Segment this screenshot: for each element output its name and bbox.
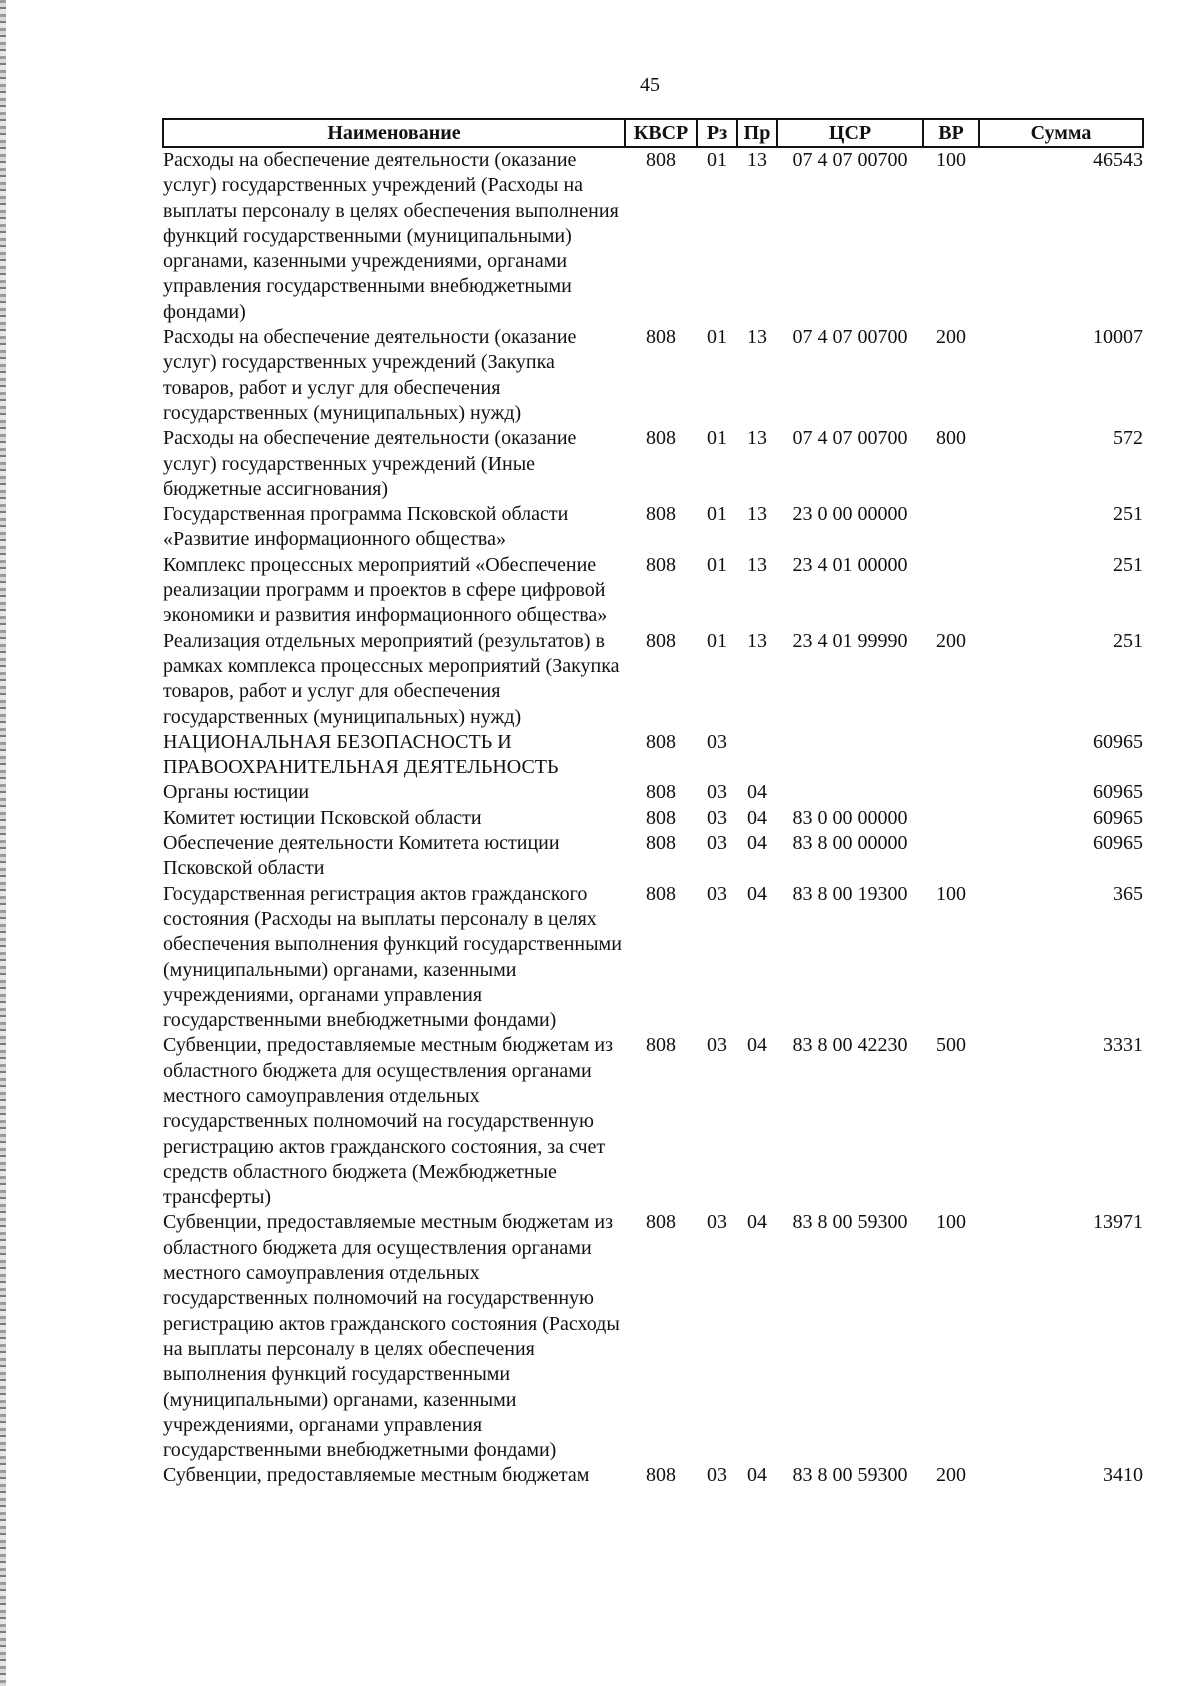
row-pr: 04 (747, 781, 767, 804)
row-rz: 03 (707, 882, 727, 905)
table-body (163, 147, 1143, 1489)
row-sum: 251 (1113, 503, 1143, 526)
row-name: Субвенции, предоставляемые местным бюджетам (163, 1464, 590, 1487)
row-sum: 251 (1113, 553, 1143, 576)
row-vr: 100 (936, 882, 966, 905)
row-sum: 13971 (1093, 1211, 1143, 1234)
row-sum: 251 (1113, 629, 1143, 652)
header-row (163, 119, 1143, 147)
header-sum: Сумма (979, 119, 1143, 147)
header-vr: ВР (923, 119, 979, 147)
row-name: Расходы на обеспечение деятельности (оказание услуг) государственных учреждений (Расходы на выплаты персоналу в целях обеспечения выполнения функций государственными (муниципальными) органами, казенными учреждениями, органами управления государственными внебюджетными фондами) (163, 149, 619, 323)
table-row (163, 553, 1143, 629)
row-vr: 100 (936, 149, 966, 171)
row-kvsr: 808 (646, 882, 676, 905)
table-row (163, 780, 1143, 805)
row-rz: 01 (707, 503, 727, 526)
row-vr: 800 (936, 427, 966, 450)
row-name: Расходы на обеспечение деятельности (оказание услуг) государственных учреждений (Иные бюджетные ассигнования) (163, 427, 577, 500)
row-name: Органы юстиции (163, 781, 310, 804)
row-rz: 03 (707, 1034, 727, 1057)
row-pr: 13 (747, 503, 767, 526)
row-csr: 83 8 00 19300 (792, 882, 908, 905)
row-kvsr: 808 (646, 781, 676, 804)
row-name: Обеспечение деятельности Комитета юстиции Псковской области (163, 832, 560, 880)
row-vr (923, 831, 979, 882)
row-pr: 04 (747, 832, 767, 855)
row-sum: 46543 (1093, 149, 1143, 171)
row-kvsr: 808 (646, 629, 676, 652)
row-csr: 83 0 00 00000 (792, 806, 908, 829)
row-vr (923, 730, 979, 781)
row-rz: 01 (707, 629, 727, 652)
row-kvsr: 808 (646, 1464, 676, 1487)
row-rz: 01 (707, 427, 727, 450)
row-name: Государственная регистрация актов гражданского состояния (Расходы на выплаты персоналу в целях обеспечения выполнения функций государственными (муниципальными) органами, казенными учреждениями, органами управления государственными внебюджетными фондами) (163, 882, 622, 1032)
header-kvsr: КВСР (625, 119, 697, 147)
row-pr: 04 (747, 1211, 767, 1234)
page-number: 45 (640, 74, 660, 96)
row-kvsr: 808 (646, 326, 676, 349)
row-pr: 04 (747, 806, 767, 829)
row-vr (923, 806, 979, 831)
row-kvsr: 808 (646, 553, 676, 576)
table-row (163, 1033, 1143, 1210)
row-kvsr: 808 (646, 806, 676, 829)
row-rz: 03 (707, 781, 727, 804)
table-row (163, 1463, 1143, 1488)
row-csr (777, 730, 923, 781)
row-pr: 13 (747, 326, 767, 349)
row-csr: 07 4 07 00700 (792, 149, 908, 171)
row-csr: 83 8 00 42230 (792, 1034, 908, 1057)
row-kvsr: 808 (646, 427, 676, 450)
row-name: Реализация отдельных мероприятий (результатов) в рамках комплекса процессных мероприятий (Закупка товаров, работ и услуг для обеспечения государственных (муниципальных) нужд) (163, 629, 620, 728)
row-rz: 03 (707, 832, 727, 855)
row-kvsr: 808 (646, 149, 676, 171)
table-row (163, 426, 1143, 502)
row-csr: 83 8 00 59300 (792, 1464, 908, 1487)
row-vr: 500 (936, 1034, 966, 1057)
row-rz: 01 (707, 553, 727, 576)
row-csr: 07 4 07 00700 (792, 326, 908, 349)
header-csr: ЦСР (777, 119, 923, 147)
row-csr: 23 4 01 99990 (792, 629, 908, 652)
row-sum: 365 (1113, 882, 1143, 905)
scan-edge (0, 0, 6, 1686)
table-row (163, 147, 1143, 325)
budget-table (162, 118, 1144, 1489)
row-kvsr: 808 (646, 503, 676, 526)
row-vr: 100 (936, 1211, 966, 1234)
row-vr (923, 502, 979, 553)
row-sum: 3331 (1103, 1034, 1143, 1057)
row-csr: 83 8 00 59300 (792, 1211, 908, 1234)
row-csr: 83 8 00 00000 (792, 832, 908, 855)
row-rz: 03 (707, 730, 727, 753)
header-pr: Пр (737, 119, 777, 147)
row-pr: 13 (747, 149, 767, 171)
row-name: Субвенции, предоставляемые местным бюджетам из областного бюджета для осуществления органами местного самоуправления отдельных государственных полномочий на государственную регистрацию актов гражданского состояния (Расходы на выплаты персоналу в целях обеспечения выполнения функций государственными (муниципальными) органами, казенными учреждениями, органами управления государственными внебюджетными фондами) (163, 1211, 620, 1462)
row-csr (777, 780, 923, 805)
row-pr: 04 (747, 1464, 767, 1487)
table-row (163, 325, 1143, 426)
table-row (163, 882, 1143, 1034)
table-row (163, 502, 1143, 553)
row-rz: 03 (707, 806, 727, 829)
row-pr: 13 (747, 629, 767, 652)
row-rz: 03 (707, 1211, 727, 1234)
row-vr: 200 (936, 326, 966, 349)
table-row (163, 831, 1143, 882)
row-kvsr: 808 (646, 1034, 676, 1057)
row-name: Государственная программа Псковской области «Развитие информационного общества» (163, 503, 569, 551)
row-pr: 13 (747, 427, 767, 450)
row-rz: 01 (707, 149, 727, 171)
row-kvsr: 808 (646, 730, 676, 753)
row-sum: 60965 (1093, 832, 1143, 855)
row-name: НАЦИОНАЛЬНАЯ БЕЗОПАСНОСТЬ И ПРАВООХРАНИТЕЛЬНАЯ ДЕЯТЕЛЬНОСТЬ (163, 730, 559, 779)
row-kvsr: 808 (646, 832, 676, 855)
row-rz: 01 (707, 326, 727, 349)
row-sum: 60965 (1093, 730, 1143, 753)
row-name: Субвенции, предоставляемые местным бюджетам из областного бюджета для осуществления органами местного самоуправления отдельных государственных полномочий на государственную регистрацию актов гражданского состояния, за счет средств областного бюджета (Межбюджетные трансферты) (163, 1034, 613, 1209)
table-row (163, 629, 1143, 730)
row-pr: 04 (747, 1034, 767, 1057)
row-name: Комплекс процессных мероприятий «Обеспечение реализации программ и проектов в сфере цифровой экономики и развития информационного общества» (163, 553, 608, 627)
row-name: Расходы на обеспечение деятельности (оказание услуг) государственных учреждений (Закупка товаров, работ и услуг для обеспечения государственных (муниципальных) нужд) (163, 326, 577, 424)
row-rz: 03 (707, 1464, 727, 1487)
row-csr: 23 4 01 00000 (792, 553, 908, 576)
row-vr: 200 (936, 629, 966, 652)
row-name: Комитет юстиции Псковской области (163, 806, 482, 829)
row-vr (923, 780, 979, 805)
table-row (163, 730, 1143, 781)
header-rz: Рз (697, 119, 737, 147)
table-row (163, 1210, 1143, 1463)
header-name: Наименование (163, 119, 625, 147)
row-pr: 04 (747, 882, 767, 905)
row-vr: 200 (936, 1464, 966, 1487)
row-sum: 572 (1113, 427, 1143, 450)
row-vr (923, 553, 979, 629)
table-row (163, 806, 1143, 831)
row-sum: 60965 (1093, 781, 1143, 804)
row-sum: 3410 (1103, 1464, 1143, 1487)
row-csr: 07 4 07 00700 (792, 427, 908, 450)
row-pr: 13 (747, 553, 767, 576)
row-csr: 23 0 00 00000 (792, 503, 908, 526)
row-kvsr: 808 (646, 1211, 676, 1234)
row-sum: 60965 (1093, 806, 1143, 829)
row-pr (737, 730, 777, 781)
row-sum: 10007 (1093, 326, 1143, 349)
